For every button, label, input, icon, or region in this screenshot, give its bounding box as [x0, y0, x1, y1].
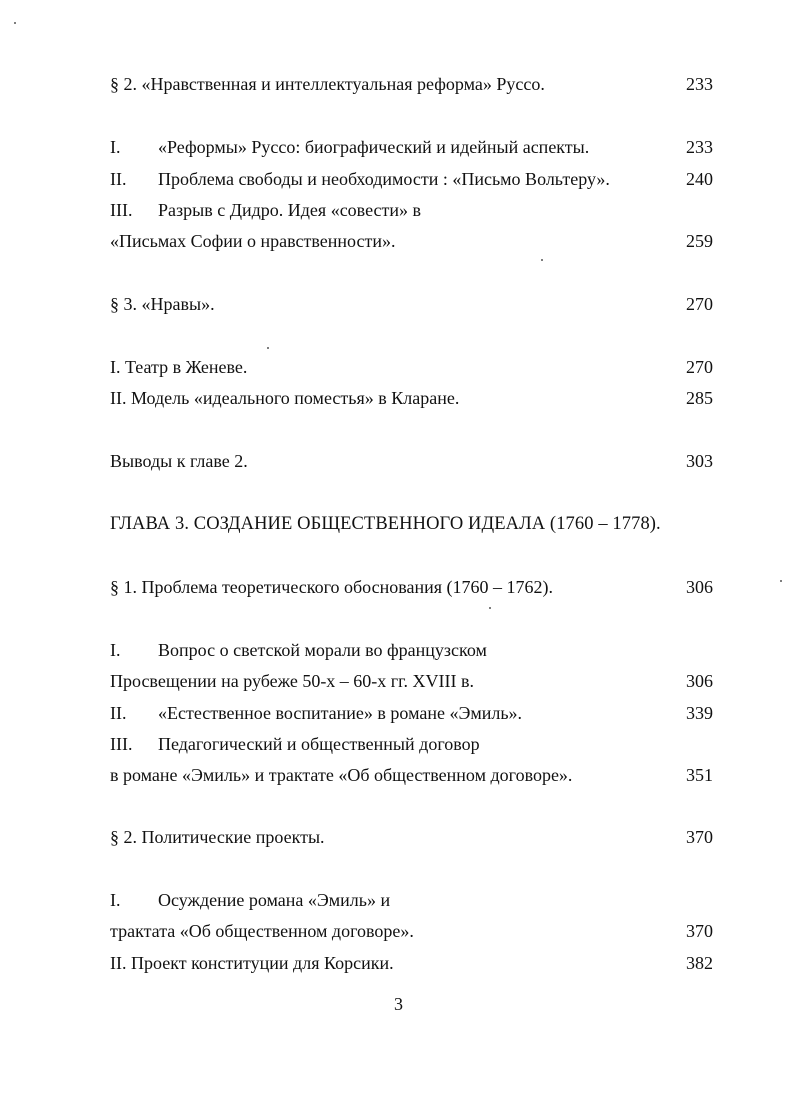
- toc-page-number: 270: [686, 294, 713, 314]
- toc-item-numeral: III.: [110, 200, 133, 220]
- toc-page-number: 306: [686, 671, 713, 691]
- toc-item-numeral: I.: [110, 640, 121, 660]
- toc-page-number: 382: [686, 953, 713, 973]
- toc-item-continuation: Просвещении на рубеже 50-х – 60-х гг. XVIII в.: [110, 671, 475, 691]
- toc-item-numeral: I.: [110, 137, 121, 157]
- toc-page-number: 370: [686, 827, 713, 847]
- scan-speck: [267, 347, 269, 349]
- toc-item: I. Театр в Женеве.: [110, 357, 248, 377]
- toc-item-continuation: «Письмах Софии о нравственности».: [110, 231, 396, 251]
- scan-speck: [780, 580, 782, 582]
- toc-page-number: 233: [686, 74, 713, 94]
- toc-page-number: 285: [686, 388, 713, 408]
- toc-item-numeral: III.: [110, 734, 133, 754]
- toc-item: Осуждение романа «Эмиль» и: [158, 890, 391, 910]
- toc-page-number: 270: [686, 357, 713, 377]
- toc-conclusions: Выводы к главе 2.: [110, 451, 248, 471]
- toc-section-title: § 1. Проблема теоретического обоснования (1760 – 1762).: [110, 577, 554, 597]
- toc-section-title: § 3. «Нравы».: [110, 294, 215, 314]
- toc-page-number: 339: [686, 703, 713, 723]
- scan-speck: [489, 607, 491, 609]
- toc-item: Проблема свободы и необходимости : «Письмо Вольтеру».: [158, 169, 610, 189]
- toc-page-number: 306: [686, 577, 713, 597]
- toc-page-number: 370: [686, 921, 713, 941]
- toc-item: Вопрос о светской морали во французском: [158, 640, 487, 660]
- toc-page-number: 351: [686, 765, 713, 785]
- toc-page-number: 233: [686, 137, 713, 157]
- toc-item-numeral: I.: [110, 890, 121, 910]
- toc-item: «Естественное воспитание» в романе «Эмиль».: [158, 703, 523, 723]
- scan-speck: [541, 259, 543, 261]
- toc-item: Разрыв с Дидро. Идея «совести» в: [158, 200, 421, 220]
- toc-page-number: 303: [686, 451, 713, 471]
- toc-item-continuation: в романе «Эмиль» и трактате «Об общественном договоре».: [110, 765, 573, 785]
- toc-section-title: § 2. «Нравственная и интеллектуальная реформа» Руссо.: [110, 74, 545, 94]
- toc-page-number: 259: [686, 231, 713, 251]
- toc-item-numeral: II.: [110, 703, 127, 723]
- scan-speck: [14, 22, 16, 24]
- toc-chapter-title: ГЛАВА 3. СОЗДАНИЕ ОБЩЕСТВЕННОГО ИДЕАЛА (1760 – 1778).: [110, 514, 661, 534]
- toc-item: Педагогический и общественный договор: [158, 734, 480, 754]
- toc-item: II. Модель «идеального поместья» в Кларане.: [110, 388, 460, 408]
- toc-page-number: 240: [686, 169, 713, 189]
- toc-section-title: § 2. Политические проекты.: [110, 827, 325, 847]
- toc-item: «Реформы» Руссо: биографический и идейный аспекты.: [158, 137, 590, 157]
- toc-item: II. Проект конституции для Корсики.: [110, 953, 394, 973]
- toc-item-continuation: трактата «Об общественном договоре».: [110, 921, 414, 941]
- page-number: 3: [394, 994, 403, 1014]
- toc-item-numeral: II.: [110, 169, 127, 189]
